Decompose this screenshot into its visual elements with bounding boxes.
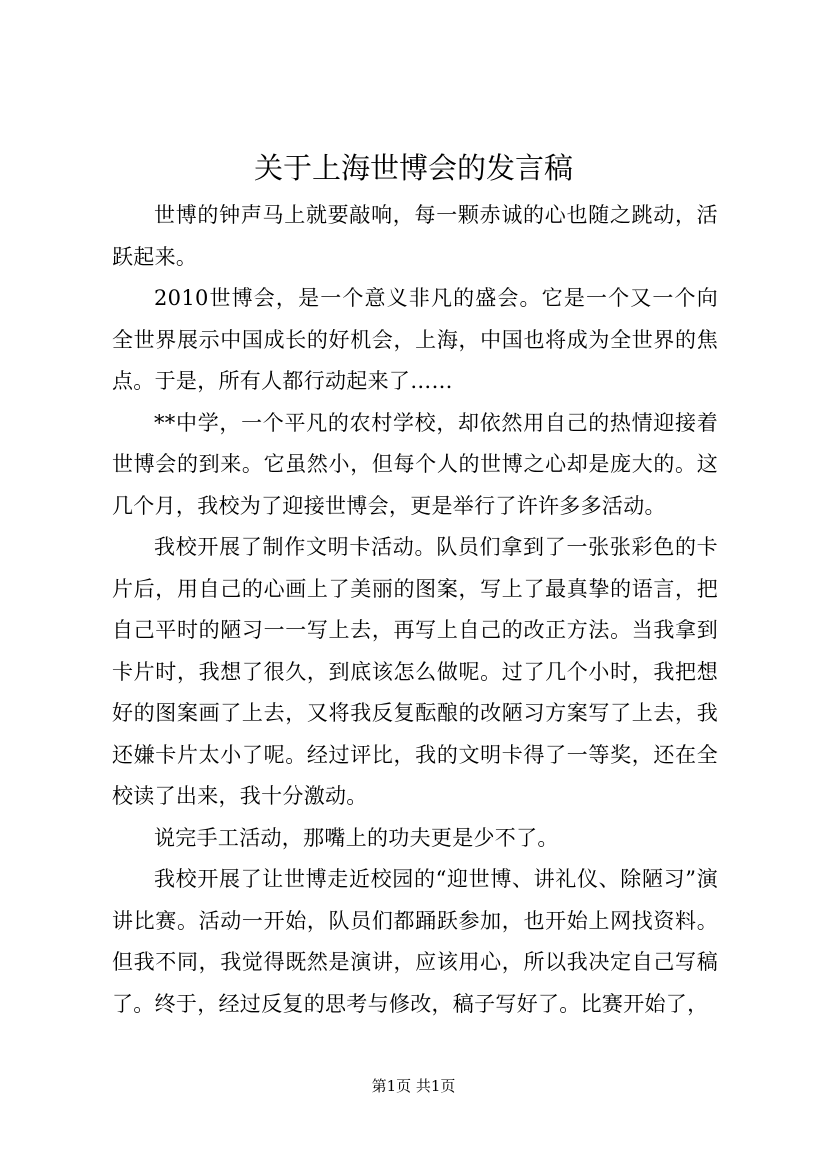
paragraph: 2010世博会，是一个意义非凡的盛会。它是一个又一个向全世界展示中国成长的好机会，上海，中国也将成为全世界的焦点。于是，所有人都行动起来了…… xyxy=(112,286,718,393)
paragraph: 说完手工活动，那嘴上的功夫更是少不了。 xyxy=(154,825,559,850)
paragraph: 我校开展了让世博走近校园的“迎世博、讲礼仪、除陋习”演讲比赛。活动一开始，队员们都踊跃参加，也开始上网找资料。但我不同，我觉得既然是演讲，应该用心，所以我决定自己写稿了。终于，经过反复的思考与修改，稿子写好了。比赛开始了， xyxy=(112,867,718,1016)
paragraph: 世博的钟声马上就要敲响，每一颗赤诚的心也随之跳动，活跃起来。 xyxy=(112,203,718,269)
document-body xyxy=(112,195,718,1025)
paragraph: 我校开展了制作文明卡活动。队员们拿到了一张张彩色的卡片后，用自己的心画上了美丽的图案，写上了最真挚的语言，把自己平时的陋习一一写上去，再写上自己的改正方法。当我拿到卡片时，我想了很久，到底该怎么做呢。过了几个小时，我把想好的图案画了上去，又将我反复酝酿的改陋习方案写了上去，我还嫌卡片太小了呢。经过评比，我的文明卡得了一等奖，还在全校读了出来，我十分激动。 xyxy=(112,535,718,808)
paragraph: **中学，一个平凡的农村学校，却依然用自己的热情迎接着世博会的到来。它虽然小，但每个人的世博之心却是庞大的。这几个月，我校为了迎接世博会，更是举行了许许多多活动。 xyxy=(112,410,718,518)
page-footer: 第1页 共1页 xyxy=(371,1077,456,1095)
document-title: 关于上海世博会的发言稿 xyxy=(253,151,573,185)
